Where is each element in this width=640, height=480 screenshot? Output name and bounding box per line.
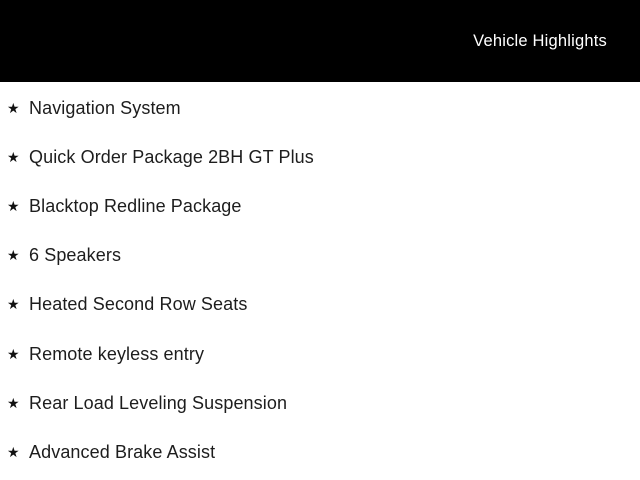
highlight-label: Rear Load Leveling Suspension	[29, 392, 288, 413]
highlight-label: Remote keyless entry	[29, 343, 205, 364]
highlight-item	[0, 427, 640, 476]
highlight-label: 6 Speakers	[29, 245, 122, 266]
star-icon: ★	[7, 99, 20, 116]
star-icon: ★	[7, 197, 20, 214]
highlight-item	[0, 181, 640, 230]
highlight-label: Advanced Brake Assist	[29, 441, 216, 462]
highlights-list	[0, 82, 640, 477]
highlight-item	[0, 329, 640, 378]
section-title: Vehicle Highlights	[473, 31, 607, 50]
highlight-item	[0, 231, 640, 280]
highlight-item	[0, 132, 640, 181]
star-icon: ★	[7, 394, 20, 411]
highlight-label: Quick Order Package 2BH GT Plus	[29, 146, 314, 167]
highlight-item	[0, 280, 640, 329]
star-icon: ★	[7, 296, 20, 313]
highlight-label: Blacktop Redline Package	[29, 195, 242, 216]
star-icon: ★	[7, 148, 20, 165]
highlight-label: Navigation System	[29, 97, 181, 118]
highlight-item	[0, 83, 640, 132]
star-icon: ★	[7, 345, 20, 362]
section-header	[0, 0, 640, 82]
highlight-label: Heated Second Row Seats	[29, 294, 248, 315]
star-icon: ★	[7, 443, 20, 460]
highlight-item	[0, 378, 640, 427]
star-icon: ★	[7, 247, 20, 264]
